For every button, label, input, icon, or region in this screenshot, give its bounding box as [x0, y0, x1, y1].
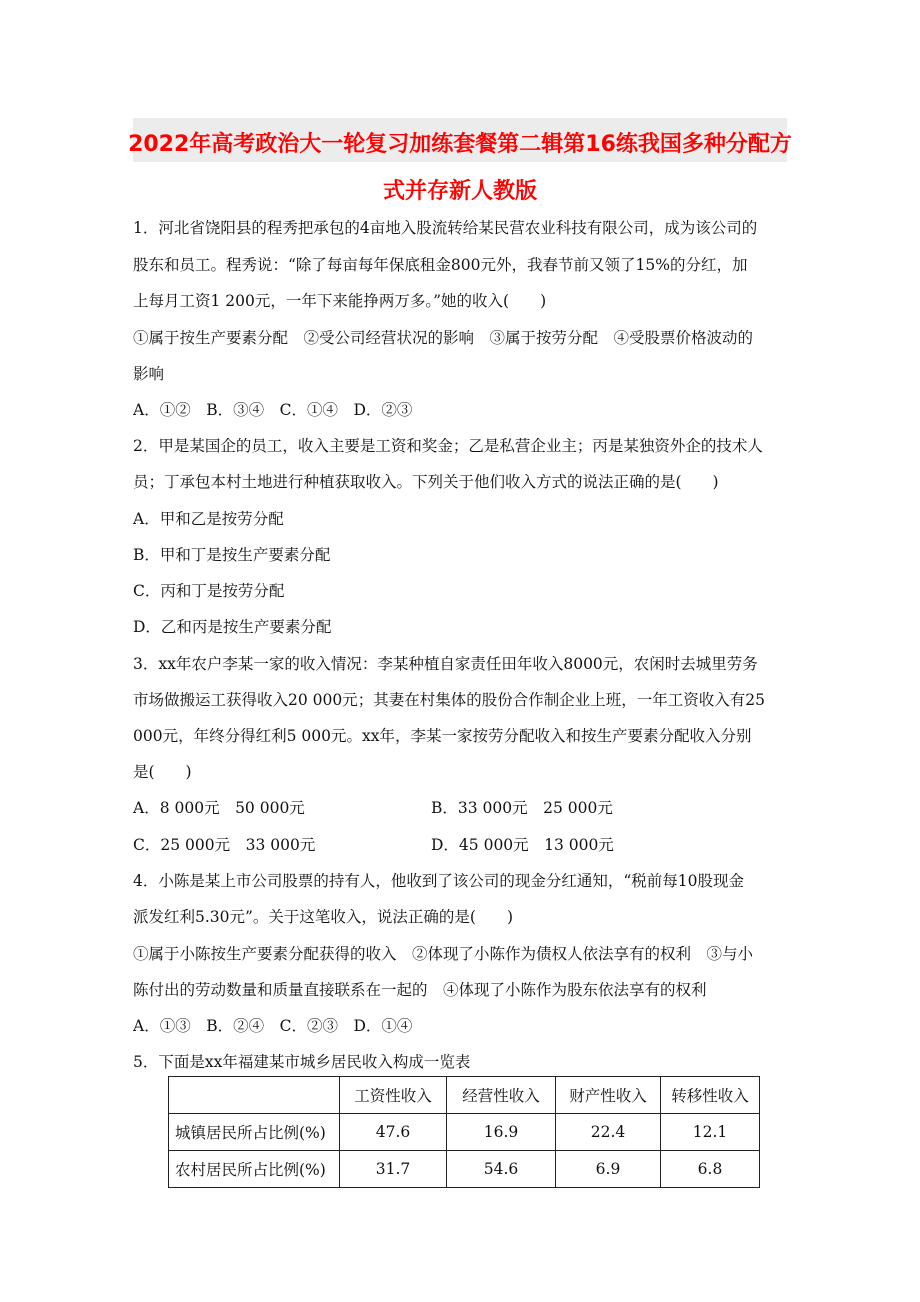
q2-stem-line: 员；丁承包本村土地进行种植获取收入。下列关于他们收入方式的说法正确的是( ) — [133, 473, 719, 491]
q2-option-a: A．甲和乙是按劳分配 — [133, 510, 284, 528]
table-cell: 12.1 — [661, 1114, 760, 1151]
q4-stem-line: 4．小陈是某上市公司股票的持有人，他收到了该公司的现金分红通知，“税前每10股现金 — [133, 872, 745, 890]
table-corner-cell — [169, 1077, 340, 1114]
table-cell: 6.8 — [661, 1151, 760, 1188]
q1-stem-line: 上每月工资1 200元，一年下来能挣两万多。”她的收入( ) — [133, 292, 547, 310]
q2-option-b: B．甲和丁是按生产要素分配 — [133, 546, 331, 564]
table-cell: 54.6 — [447, 1151, 556, 1188]
q1-statements-line: 影响 — [133, 365, 165, 383]
q1-options: A．①② B．③④ C．①④ D．②③ — [133, 401, 413, 419]
income-structure-table — [168, 1076, 760, 1188]
q2-option-c: C．丙和丁是按劳分配 — [133, 582, 285, 600]
document-title-line-1: 2022年高考政治大一轮复习加练套餐第二辑第16练我国多种分配方 — [128, 132, 792, 157]
q1-stem-line: 股东和员工。程秀说：“除了每亩每年保底租金800元外，我春节前又领了15%的分红，加 — [133, 256, 748, 274]
q3-stem-line: 000元，年终分得红利5 000元。xx年，李某一家按劳分配收入和按生产要素分配收入分别 — [133, 727, 752, 745]
q2-stem-line: 2．甲是某国企的员工，收入主要是工资和奖金；乙是私营企业主；丙是某独资外企的技术人 — [133, 437, 763, 455]
row-label-urban: 城镇居民所占比例(%) — [169, 1114, 340, 1151]
header-transfer-income: 转移性收入 — [661, 1077, 760, 1114]
table-cell: 16.9 — [447, 1114, 556, 1151]
q5-intro: 5．下面是xx年福建某市城乡居民收入构成一览表 — [133, 1053, 471, 1071]
q4-statements-line: 陈付出的劳动数量和质量直接联系在一起的 ④体现了小陈作为股东依法享有的权利 — [133, 981, 707, 999]
table-cell: 22.4 — [556, 1114, 661, 1151]
table-cell: 31.7 — [340, 1151, 447, 1188]
q3-stem-line: 市场做搬运工获得收入20 000元；其妻在村集体的股份合作制企业上班，一年工资收入有25 — [133, 691, 765, 709]
table-cell: 47.6 — [340, 1114, 447, 1151]
header-business-income: 经营性收入 — [447, 1077, 556, 1114]
q3-option-b: B．33 000元 25 000元 — [431, 799, 613, 817]
q2-option-d: D．乙和丙是按生产要素分配 — [133, 618, 332, 636]
q4-options: A．①③ B．②④ C．②③ D．①④ — [133, 1017, 413, 1035]
header-wage-income: 工资性收入 — [340, 1077, 447, 1114]
row-label-rural: 农村居民所占比例(%) — [169, 1151, 340, 1188]
table-cell: 6.9 — [556, 1151, 661, 1188]
q3-stem-line: 是( ) — [133, 763, 192, 781]
q1-stem-line: 1．河北省饶阳县的程秀把承包的4亩地入股流转给某民营农业科技有限公司，成为该公司的 — [133, 219, 758, 237]
q3-stem-line: 3．xx年农户李某一家的收入情况：李某种植自家责任田年收入8000元，农闲时去城里劳务 — [133, 655, 758, 673]
q4-statements-line: ①属于小陈按生产要素分配获得的收入 ②体现了小陈作为债权人依法享有的权利 ③与小 — [133, 945, 754, 963]
header-property-income: 财产性收入 — [556, 1077, 661, 1114]
table-header-row — [169, 1077, 760, 1114]
q4-stem-line: 派发红利5.30元”。关于这笔收入，说法正确的是( ) — [133, 908, 514, 926]
document-title-line-2: 式并存新人教版 — [382, 179, 537, 204]
q3-option-a: A．8 000元 50 000元 — [133, 799, 305, 817]
table-row — [169, 1114, 760, 1151]
q3-option-d: D．45 000元 13 000元 — [431, 836, 614, 854]
q3-option-c: C．25 000元 33 000元 — [133, 836, 316, 854]
q1-statements-line: ①属于按生产要素分配 ②受公司经营状况的影响 ③属于按劳分配 ④受股票价格波动的 — [133, 329, 754, 347]
table-row — [169, 1151, 760, 1188]
